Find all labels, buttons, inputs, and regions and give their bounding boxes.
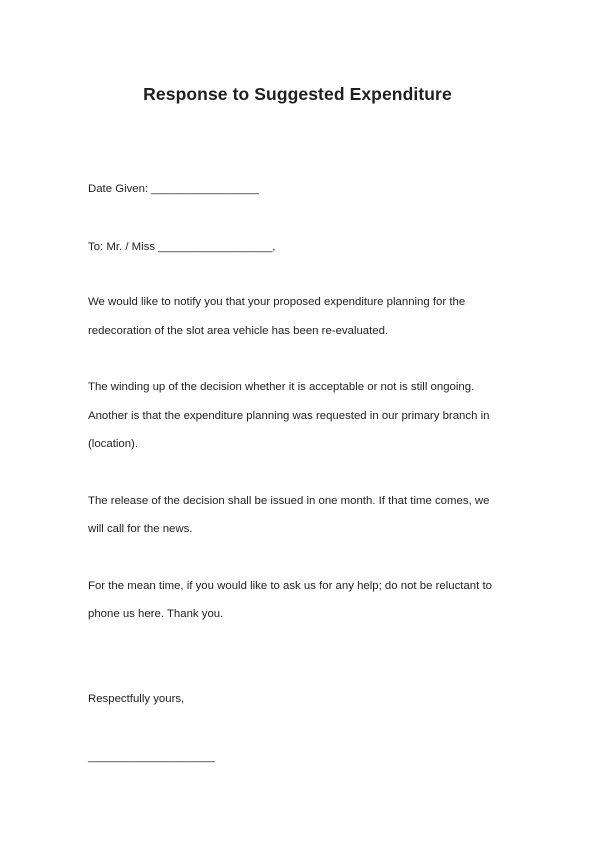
document-title: Response to Suggested Expenditure — [143, 84, 452, 104]
paragraph-3-line-2: will call for the news. — [88, 523, 193, 535]
signature-line: ____________________ — [88, 751, 215, 763]
paragraph-4-line-2: phone us here. Thank you. — [88, 608, 224, 620]
paragraph-2-line-1: The winding up of the decision whether it is acceptable or not is still ongoing. — [88, 381, 475, 393]
paragraph-2-line-3: (location). — [88, 438, 139, 450]
paragraph-3-line-1: The release of the decision shall be issued in one month. If that time comes, we — [88, 495, 490, 507]
paragraph-2-line-2: Another is that the expenditure planning was requested in our primary branch in — [88, 410, 490, 422]
paragraph-1-line-2: redecoration of the slot area vehicle has been re-evaluated. — [88, 325, 389, 337]
closing-line: Respectfully yours, — [88, 693, 185, 705]
paragraph-1-line-1: We would like to notify you that your proposed expenditure planning for the — [88, 296, 466, 308]
date-given-line: Date Given: _________________ — [88, 183, 260, 195]
recipient-line: To: Mr. / Miss __________________, — [88, 241, 276, 253]
paragraph-4-line-1: For the mean time, if you would like to ask us for any help; do not be reluctant to — [88, 580, 492, 592]
